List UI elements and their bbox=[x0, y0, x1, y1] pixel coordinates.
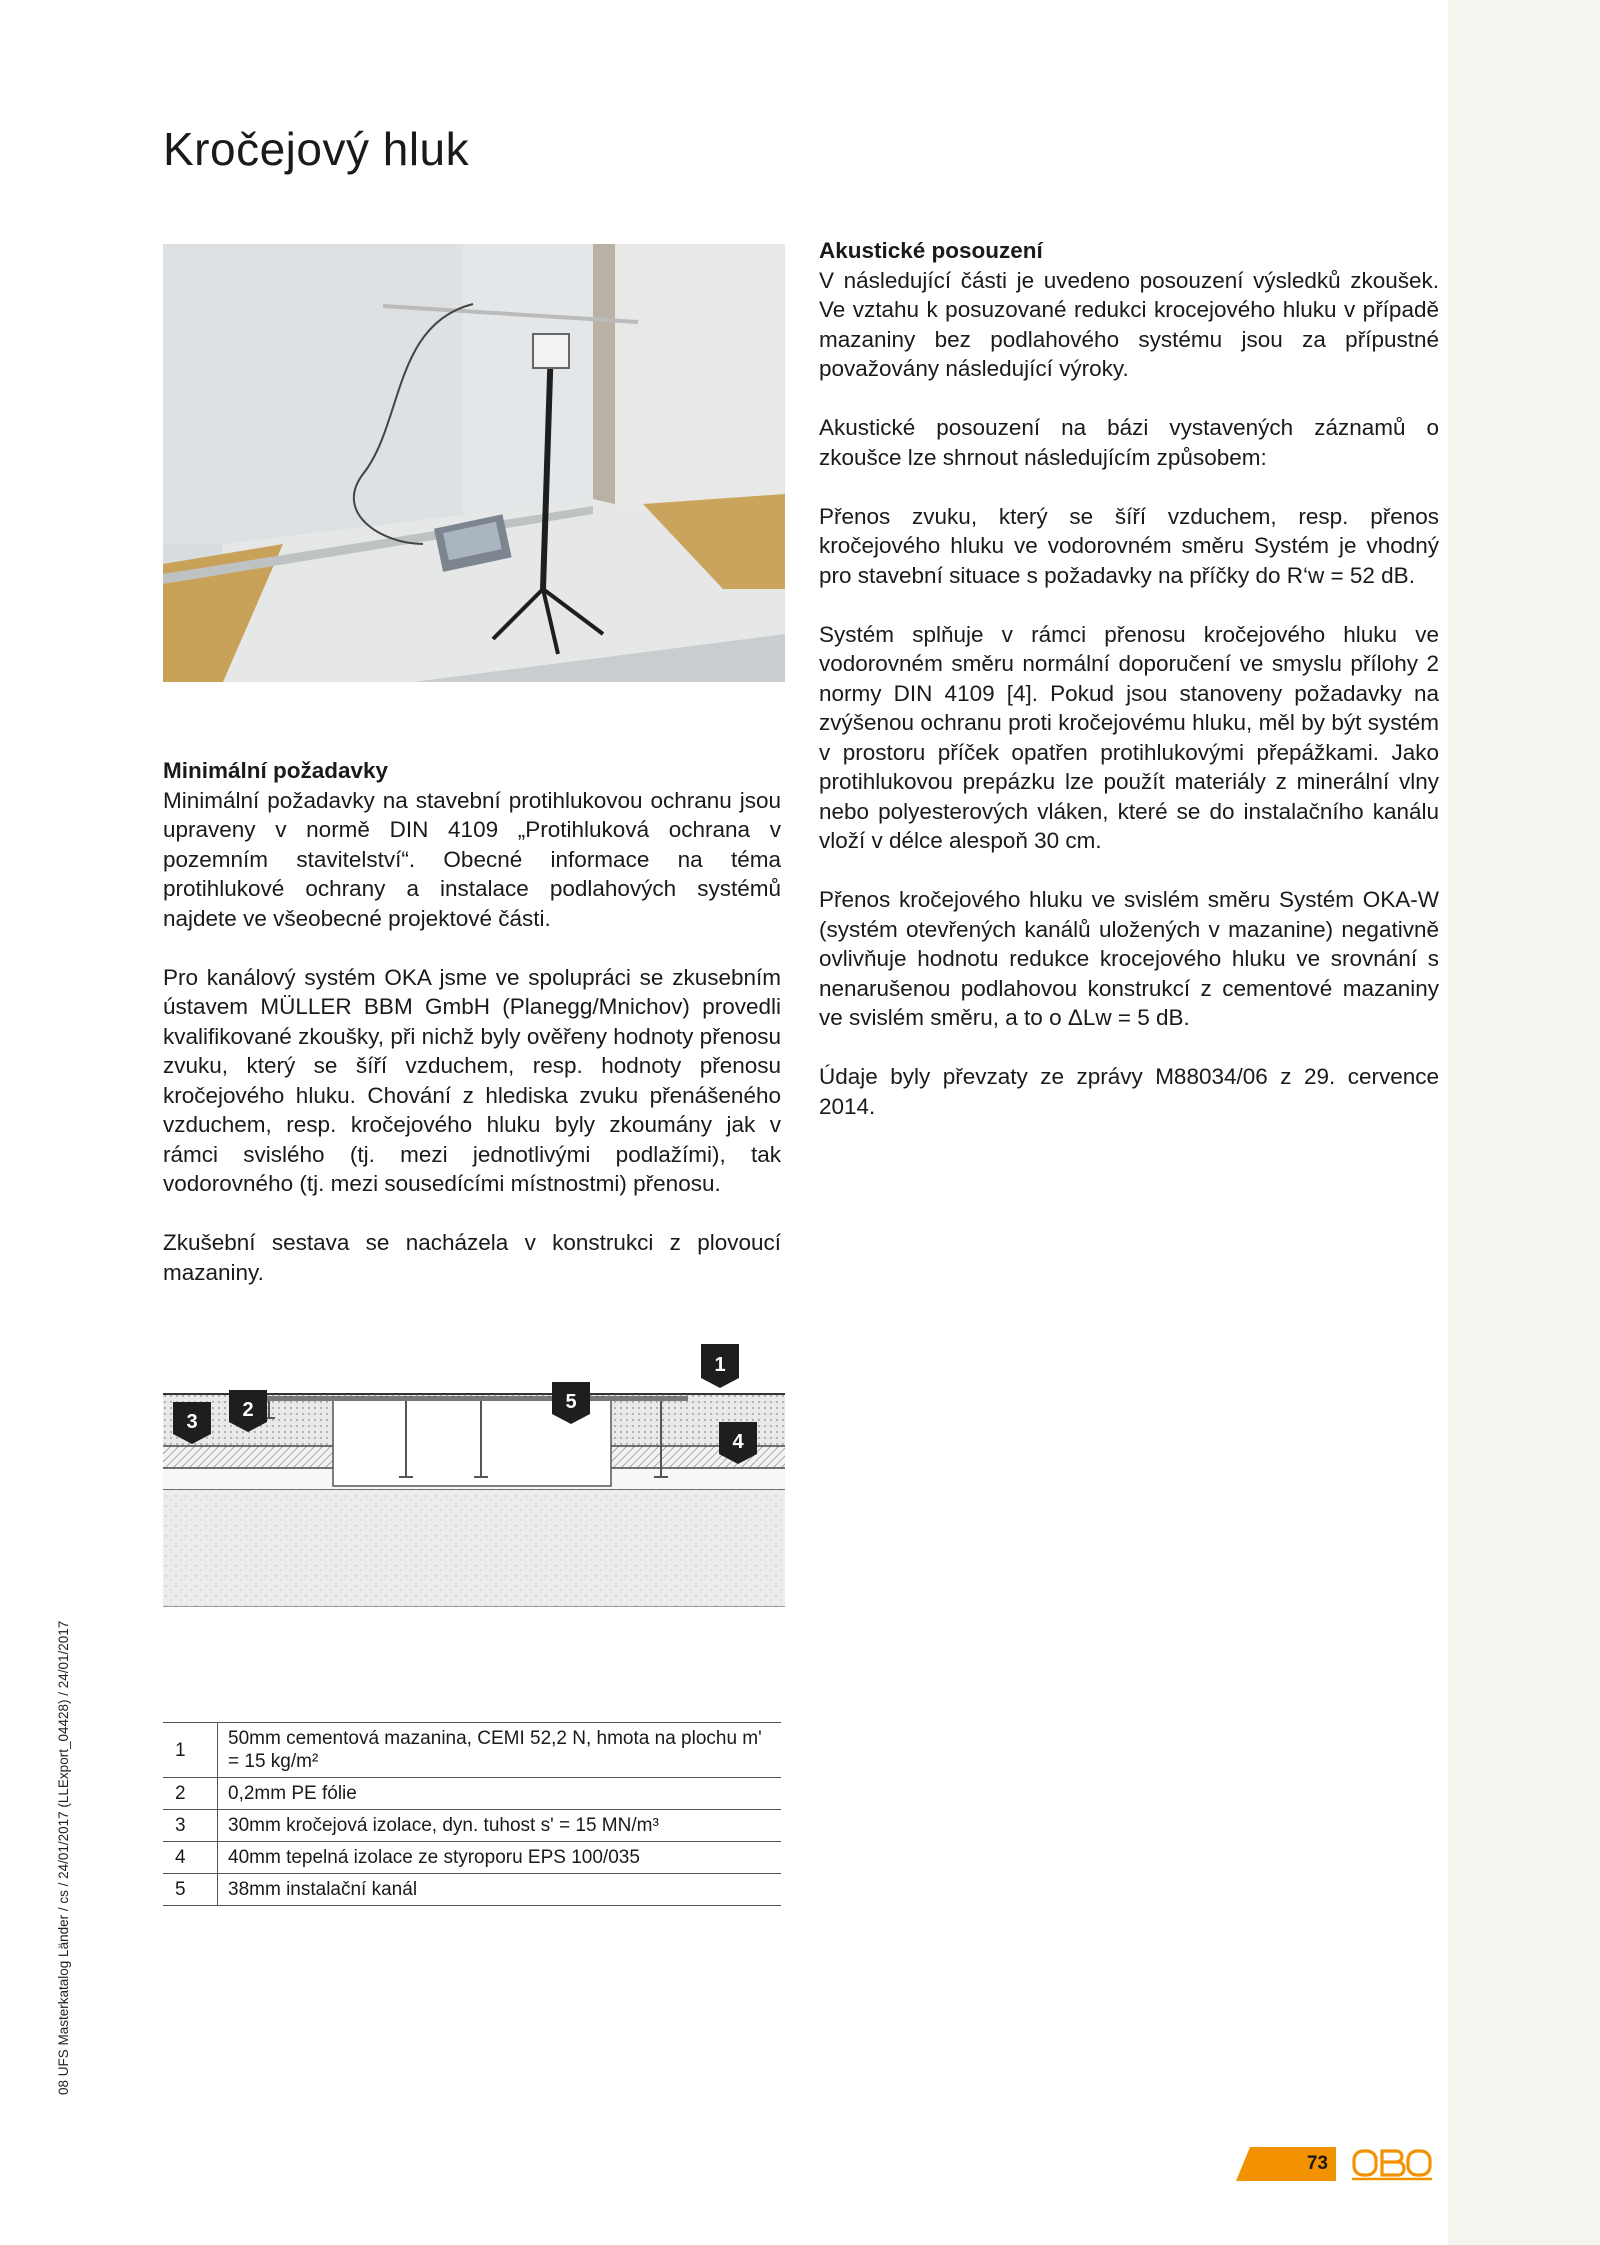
legend-number: 1 bbox=[163, 1723, 218, 1778]
heading-acoustic-assessment: Akustické posouzení bbox=[819, 238, 1043, 263]
layer-legend-table bbox=[163, 1722, 781, 1906]
marker-5 bbox=[552, 1382, 590, 1424]
heading-min-requirements: Minimální požadavky bbox=[163, 758, 389, 783]
legend-number: 5 bbox=[163, 1874, 218, 1906]
legend-number: 2 bbox=[163, 1778, 218, 1810]
marker-2 bbox=[229, 1390, 267, 1432]
right-paragraph-6: Údaje byly převzaty ze zprávy M88034/06 z 29. cervence 2014. bbox=[819, 1064, 1439, 1119]
left-paragraph-3: Zkušební sestava se nacházela v konstrukci z plovoucí mazaniny. bbox=[163, 1230, 781, 1285]
legend-description: 38mm instalační kanál bbox=[218, 1874, 782, 1906]
marker-3 bbox=[173, 1402, 211, 1444]
page-margin-strip bbox=[1448, 0, 1600, 2245]
page-title: Kročejový hluk bbox=[163, 123, 470, 175]
right-paragraph-4: Systém splňuje v rámci přenosu kročejového hluku ve vodorovném směru normální doporučení ve smyslu přílohy 2 normy DIN 4109 [4]. Pokud jsou stanoveny požadavky na zvýšenou ochranu proti kročejovému hluku, měl by být systém v prostoru příček opatřen protihlukovými přepážkami. Jako protihlukovou prepázku lze použít materiály z minerální vlny nebo polyesterových vláken, které se do instalačního kanálu vloží v délce alespoň 30 cm. bbox=[819, 621, 1439, 853]
marker-4 bbox=[719, 1422, 757, 1464]
table-row bbox=[163, 1842, 781, 1874]
test-setup-photo bbox=[163, 244, 785, 682]
legend-description: 40mm tepelná izolace ze styroporu EPS 100/035 bbox=[218, 1842, 782, 1874]
marker-2-label: 2 bbox=[242, 1399, 254, 1421]
left-column bbox=[163, 756, 781, 1317]
page-number: 73 bbox=[1306, 2153, 1328, 2174]
table-row bbox=[163, 1874, 781, 1906]
right-paragraph-3: Přenos zvuku, který se šíří vzduchem, resp. přenos kročejového hluku ve vodorovném směru Systém je vhodný pro stavební situace s požadavky na příčky do R‘w = 52 dB. bbox=[819, 503, 1439, 588]
right-paragraph-2: Akustické posouzení na bázi vystavených záznamů o zkoušce lze shrnout následujícím způsobem: bbox=[819, 415, 1439, 470]
marker-1-label: 1 bbox=[714, 1354, 726, 1376]
marker-3-label: 3 bbox=[186, 1411, 198, 1433]
right-column bbox=[819, 236, 1439, 1151]
table-row bbox=[163, 1778, 781, 1810]
legend-number: 4 bbox=[163, 1842, 218, 1874]
legend-description: 50mm cementová mazanina, CEMI 52,2 N, hmota na plochu m' = 15 kg/m² bbox=[218, 1723, 782, 1778]
marker-5-label: 5 bbox=[565, 1391, 577, 1413]
obo-logo bbox=[1352, 2147, 1432, 2181]
left-paragraph-1: Minimální požadavky na stavební protihlukovou ochranu jsou upraveny v normě DIN 4109 „Protihluková ochrana v pozemním stavitelství“. Obecné informace na téma protihlukové ochrany a instalace podlahových systémů najdete ve všeobecné projektové části. bbox=[163, 787, 781, 931]
marker-4-label: 4 bbox=[732, 1431, 744, 1453]
left-paragraph-2: Pro kanálový systém OKA jsme ve spolupráci se zkusebním ústavem MÜLLER BBM GmbH (Planegg/Mnichov) provedli kvalifikované zkoušky, při nichž byly ověřeny hodnoty přenosu zvuku, který se šíří vzduchem, resp. hodnoty přenosu kročejového hluku. Chování z hlediska zvuku přenášeného vzduchem, resp. kročejového hluku byly zkoumány jak v rámci svislého (tj. mezi jednotlivými podlažími), tak vodorovného (tj. mezi sousedícími místnostmi) přenosu. bbox=[163, 964, 781, 1196]
right-paragraph-5: Přenos kročejového hluku ve svislém směru Systém OKA-W (systém otevřených kanálů uložených v mazanine) negativně ovlivňuje hodnotu redukce krocejového hluku ve srovnání s nenarušenou podlahovou konstrukcí z cementové mazaniny ve svislém směru, a to o ΔLw = 5 dB. bbox=[819, 887, 1439, 1030]
legend-description: 0,2mm PE fólie bbox=[218, 1778, 782, 1810]
right-paragraph-1: V následující části je uvedeno posouzení výsledků zkoušek. Ve vztahu k posuzované redukci krocejového hluku v případě mazaniny bez podlahového systému jsou za přípustné považovány následující výroky. bbox=[819, 267, 1439, 381]
table-row bbox=[163, 1723, 781, 1778]
legend-description: 30mm kročejová izolace, dyn. tuhost s' = 15 MN/m³ bbox=[218, 1810, 782, 1842]
table-row bbox=[163, 1810, 781, 1842]
side-print-note: 08 UFS Masterkatalog Länder / cs / 24/01/2017 (LLExport_04428) / 24/01/2017 bbox=[56, 1620, 71, 2095]
marker-1 bbox=[700, 1344, 740, 1392]
legend-number: 3 bbox=[163, 1810, 218, 1842]
floor-cross-section-diagram bbox=[163, 1354, 785, 1607]
